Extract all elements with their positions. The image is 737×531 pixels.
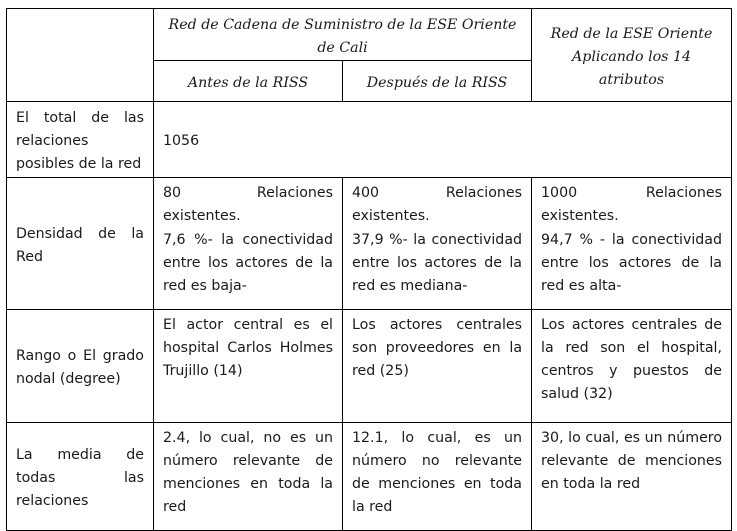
- density-before-connectivity: 7,6 %- la conectividad entre los actores de la red es baja-: [163, 232, 333, 294]
- before-riss-header: Antes de la RISS: [154, 61, 343, 102]
- density-attr-connectivity: 94,7 % - la conectividad entre los actores de la red es alta-: [541, 232, 723, 294]
- density-after-relations: 400 Relaciones existentes.: [352, 185, 523, 224]
- degree-before-cell: El actor central es el hospital Carlos Holmes Trujillo (14): [154, 310, 343, 423]
- supply-chain-group-header: Red de Cadena de Suministro de la ESE Oriente de Cali: [154, 9, 532, 61]
- degree-after-cell: Los actores centrales son proveedores en la red (25): [343, 310, 532, 423]
- density-before-relations: 80 Relaciones existentes.: [163, 185, 333, 224]
- density-attr-cell: [532, 178, 732, 310]
- density-after-connectivity: 37,9 %- la conectividad entre los actores de la red es mediana-: [352, 232, 523, 294]
- table-row-mean: [7, 423, 732, 531]
- density-attr-relations: 1000 Relaciones existentes.: [541, 185, 723, 224]
- row-label-degree: Rango o El grado nodal (degree): [7, 310, 154, 423]
- after-riss-header: Después de la RISS: [343, 61, 532, 102]
- total-relations-value: 1056: [154, 102, 732, 178]
- table-row-total-relations: [7, 102, 732, 178]
- network-metrics-table: [6, 8, 732, 531]
- empty-corner-cell: [7, 9, 154, 102]
- density-after-cell: [343, 178, 532, 310]
- mean-after-cell: 12.1, lo cual, es un número no relevante de menciones en toda la red: [343, 423, 532, 531]
- mean-before-cell: 2.4, lo cual, no es un número relevante de menciones en toda la red: [154, 423, 343, 531]
- header-row-1: [7, 9, 732, 61]
- table-row-degree: [7, 310, 732, 423]
- mean-attr-cell: 30, lo cual, es un número relevante de menciones en toda la red: [532, 423, 732, 531]
- table-row-density: [7, 178, 732, 310]
- density-before-cell: [154, 178, 343, 310]
- row-label-mean: La media de todas las relaciones: [7, 423, 154, 531]
- attributes-column-header: Red de la ESE Oriente Aplicando los 14 atributos: [532, 9, 732, 102]
- degree-attr-cell: Los actores centrales de la red son el hospital, centros y puestos de salud (32): [532, 310, 732, 423]
- row-label-density: Densidad de la Red: [7, 178, 154, 310]
- row-label-total-relations: El total de las relaciones posibles de la red: [7, 102, 154, 178]
